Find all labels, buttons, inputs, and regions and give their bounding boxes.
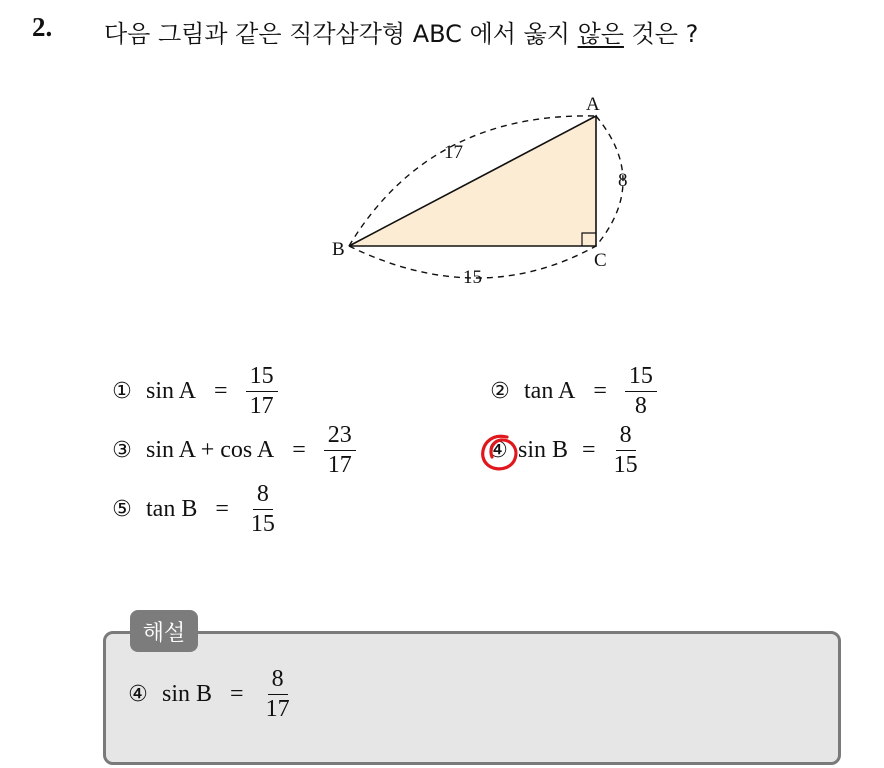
question-text-before: 다음 그림과 같은 직각삼각형 ABC 에서 옳지 — [104, 20, 578, 48]
solution-numerator: 8 — [268, 667, 288, 695]
option-3-lhs: sin A + cos A — [146, 437, 275, 464]
side-bc-label: 15 — [463, 267, 482, 288]
option-5-lhs: tan B — [146, 496, 198, 523]
triangle-figure — [0, 0, 884, 320]
option-4-lhs: sin B — [518, 437, 569, 464]
option-1-equals: = — [214, 378, 228, 405]
option-1-lhs: sin A — [146, 378, 197, 405]
side-ab-label: 17 — [444, 142, 463, 163]
solution-lhs: sin B — [162, 681, 213, 708]
option-1-fraction — [246, 364, 278, 419]
option-3-fraction — [324, 423, 356, 478]
option-5-marker: ⑤ — [112, 497, 132, 523]
option-2-lhs: tan A — [524, 378, 576, 405]
solution-marker: ④ — [128, 682, 148, 708]
option-5-fraction — [247, 482, 279, 537]
option-1-denominator: 17 — [249, 393, 274, 420]
option-3-equals: = — [292, 437, 306, 464]
option-3[interactable] — [108, 423, 356, 478]
solution-fraction — [262, 667, 294, 722]
option-4-numerator: 8 — [616, 423, 636, 451]
option-4-fraction — [610, 423, 642, 478]
option-4-marker — [484, 438, 512, 463]
option-4-equals: = — [582, 437, 596, 464]
option-5-denominator: 15 — [250, 511, 275, 538]
option-2-marker: ② — [490, 379, 510, 405]
solution-tag: 해설 — [130, 610, 198, 652]
option-4[interactable] — [484, 423, 642, 478]
vertex-a-label: A — [586, 94, 600, 115]
option-4-denominator: 15 — [613, 452, 638, 479]
option-5-numerator: 8 — [253, 482, 273, 510]
option-1[interactable] — [108, 364, 278, 419]
side-ac-label: 8 — [618, 170, 628, 191]
option-5-equals: = — [215, 496, 229, 523]
vertex-b-label: B — [332, 239, 345, 260]
option-3-denominator: 17 — [327, 452, 352, 479]
solution-denominator: 17 — [265, 696, 290, 723]
answer-circle-mark — [477, 431, 521, 475]
option-1-numerator: 15 — [246, 364, 278, 392]
option-2-equals: = — [593, 378, 607, 405]
question-text-after: 것은 ? — [623, 20, 699, 48]
question-number: 2. — [32, 12, 53, 42]
option-3-marker: ③ — [112, 438, 132, 464]
question-text-underlined: 않은 — [577, 20, 624, 48]
option-4-marker-glyph: ④ — [488, 438, 508, 464]
option-3-numerator: 23 — [324, 423, 356, 451]
solution-expression — [124, 667, 294, 722]
triangle-abc — [349, 116, 596, 246]
option-2-numerator: 15 — [625, 364, 657, 392]
option-1-marker: ① — [112, 379, 132, 405]
vertex-c-label: C — [594, 250, 607, 271]
option-2-denominator: 8 — [634, 393, 647, 420]
option-2-fraction — [625, 364, 657, 419]
option-2[interactable] — [486, 364, 657, 419]
option-5[interactable] — [108, 482, 279, 537]
solution-equals: = — [230, 681, 244, 708]
